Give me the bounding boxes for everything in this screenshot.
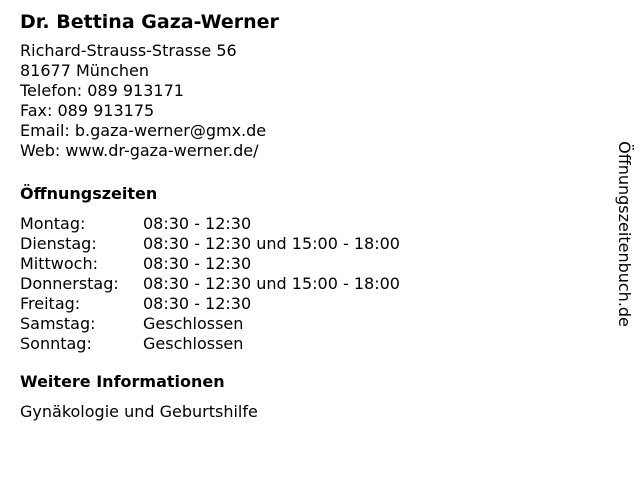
hours-time: Geschlossen (143, 314, 244, 333)
hours-time: 08:30 - 12:30 und 15:00 - 18:00 (143, 274, 400, 293)
practice-name: Dr. Bettina Gaza-Werner (20, 11, 279, 33)
hours-row-tuesday (20, 234, 600, 254)
phone-line: Telefon: 089 913171 (20, 81, 184, 100)
address-block (20, 41, 600, 161)
brand-text: Öffnungszeitenbuch.de (615, 141, 635, 327)
hours-row-saturday (20, 314, 600, 334)
hours-time: 08:30 - 12:30 (143, 214, 252, 233)
hours-heading: Öffnungszeiten (20, 184, 158, 203)
hours-table (20, 214, 600, 354)
practice-card (20, 10, 600, 422)
hours-row-friday (20, 294, 600, 314)
hours-row-monday (20, 214, 600, 234)
info-text: Gynäkologie und Geburtshilfe (20, 402, 258, 421)
city-line: 81677 München (20, 61, 149, 80)
email-line: Email: b.gaza-werner@gmx.de (20, 121, 267, 140)
hours-day: Donnerstag: (20, 274, 119, 293)
hours-day: Sonntag: (20, 334, 92, 353)
hours-row-sunday (20, 334, 600, 354)
hours-time: Geschlossen (143, 334, 244, 353)
hours-day: Freitag: (20, 294, 81, 313)
hours-row-wednesday (20, 254, 600, 274)
hours-day: Montag: (20, 214, 86, 233)
hours-day: Samstag: (20, 314, 96, 333)
web-line: Web: www.dr-gaza-werner.de/ (20, 141, 259, 160)
hours-time: 08:30 - 12:30 (143, 254, 252, 273)
hours-time: 08:30 - 12:30 und 15:00 - 18:00 (143, 234, 400, 253)
hours-time: 08:30 - 12:30 (143, 294, 252, 313)
street-line: Richard-Strauss-Strasse 56 (20, 41, 237, 60)
info-heading: Weitere Informationen (20, 372, 225, 391)
fax-line: Fax: 089 913175 (20, 101, 155, 120)
hours-day: Mittwoch: (20, 254, 98, 273)
hours-day: Dienstag: (20, 234, 97, 253)
brand-watermark (612, 134, 636, 334)
hours-row-thursday (20, 274, 600, 294)
